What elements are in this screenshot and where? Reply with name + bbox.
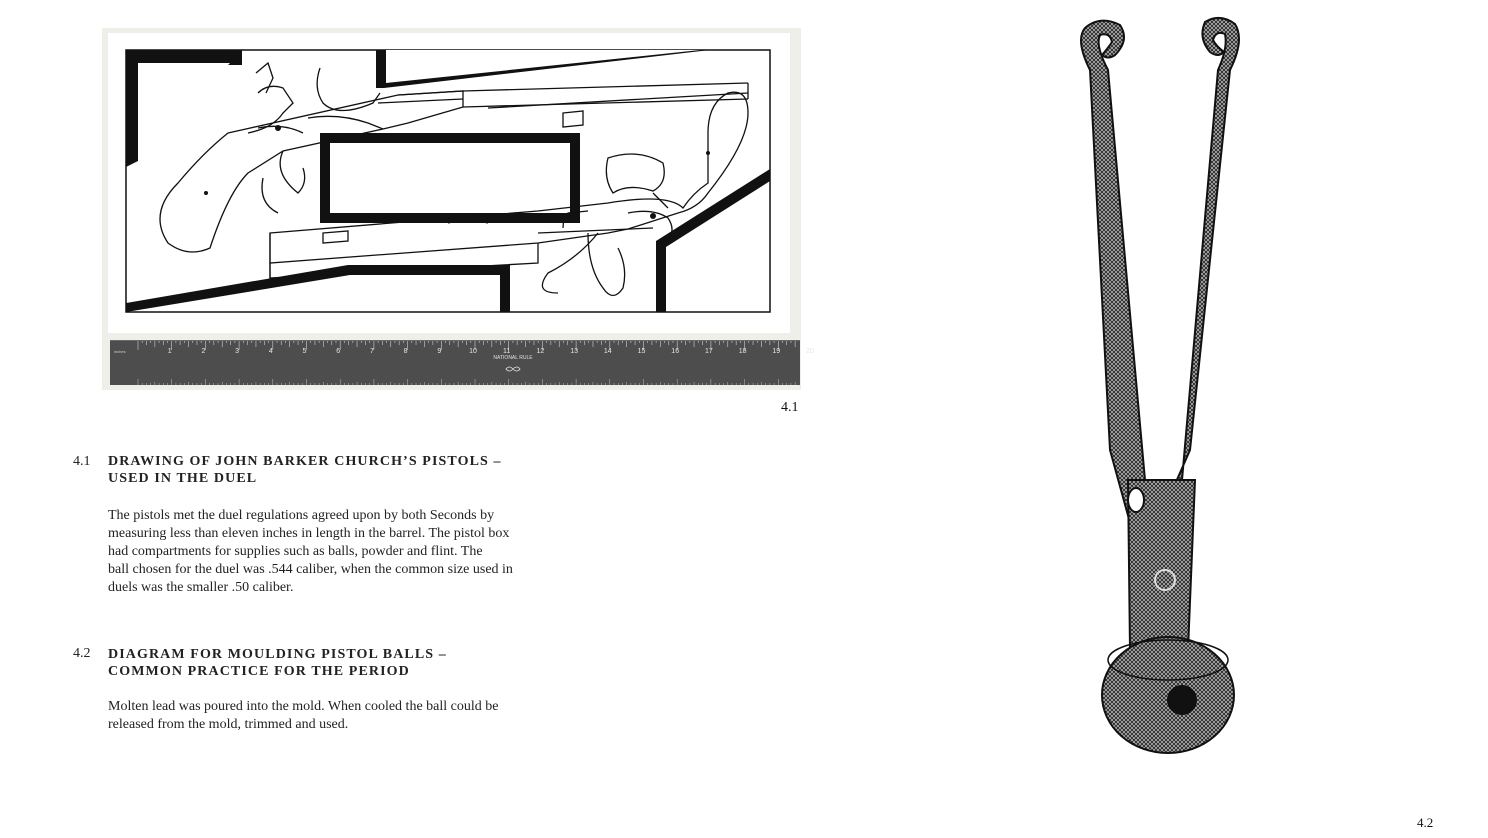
ruler-inch-label: 10 [469,348,477,355]
caption-4-2-title-line: COMMON PRACTICE FOR THE PERIOD [108,664,410,679]
ruler-inch-label: 20 [806,348,814,355]
mould-tongs-illustration [1070,10,1260,760]
ruler-inch-label: 5 [302,348,307,355]
ruler-inch-label: 1 [167,348,172,355]
measuring-ruler [110,340,814,385]
infinity-logo-icon [506,367,520,371]
ruler-unit-label: inches [114,349,126,354]
ruler-inch-label: 15 [637,348,646,355]
ruler-inch-label: 4 [268,348,273,355]
caption-4-2-body [108,698,588,734]
caption-4-1-body-line: ball chosen for the duel was .544 caliber, when the common size used in [108,562,513,577]
ruler-inch-label: 16 [671,348,680,355]
ruler-inch-label: 14 [603,348,612,355]
caption-4-1-body [108,507,588,597]
ruler-inch-label: 18 [738,348,747,355]
caption-4-1-title-line: USED IN THE DUEL [108,471,258,486]
pistol-drawing [108,33,790,333]
caption-4-1-number: 4.1 [73,454,91,469]
ruler-inch-label: 12 [536,348,545,355]
ruler-inch-label: 19 [772,348,781,355]
ruler-inch-label: 3 [235,348,240,355]
caption-4-1-body-line: duels was the smaller .50 caliber. [108,580,294,595]
figure-4-1-label: 4.1 [781,400,799,415]
caption-4-2-number: 4.2 [73,646,91,661]
ruler-inch-label: 8 [403,348,408,355]
ruler-inch-label: 7 [369,348,374,355]
ruler-inch-label: 9 [437,348,442,355]
ruler-inch-label: 11 [503,348,511,355]
caption-4-2-title-line: DIAGRAM FOR MOULDING PISTOL BALLS – [108,647,447,662]
ruler-brand: NATIONAL RULE [493,355,533,361]
caption-4-1-body-line: had compartments for supplies such as balls, powder and flint. The [108,544,483,559]
caption-4-1-body-line: The pistols met the duel regulations agreed upon by both Seconds by [108,508,495,523]
ruler-inch-label: 13 [570,348,578,355]
figure-4-2-label: 4.2 [1417,815,1434,830]
ruler-inch-label: 6 [336,348,341,355]
caption-4-2-body-line: released from the mold, trimmed and used. [108,717,349,732]
caption-4-2-title [108,646,628,680]
caption-4-1-body-line: measuring less than eleven inches in length in the barrel. The pistol box [108,526,510,541]
pistols-illustration [108,33,790,333]
caption-4-2-body-line: Molten lead was poured into the mold. When cooled the ball could be [108,699,499,714]
ruler-graphic [110,341,814,385]
ruler-inch-label: 2 [201,348,206,355]
caption-4-1-title-line: DRAWING OF JOHN BARKER CHURCH’S PISTOLS – [108,454,502,469]
mould-tongs-drawing [1070,10,1260,760]
caption-4-1-title [108,453,628,487]
ruler-inch-label: 17 [705,348,713,355]
